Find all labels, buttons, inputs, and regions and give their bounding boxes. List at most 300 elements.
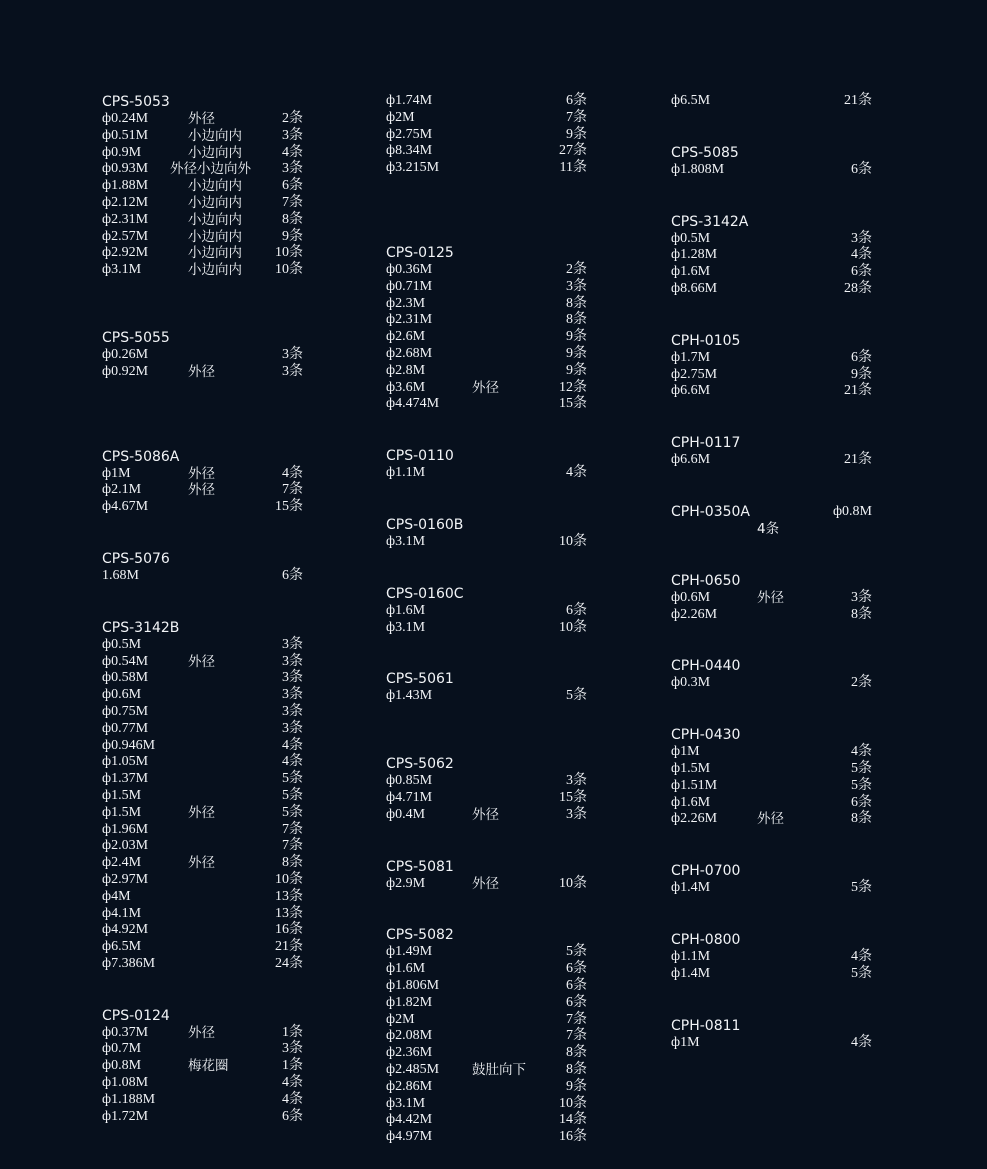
size-row (671, 247, 876, 264)
diameter-value: ф1.51M (671, 777, 718, 793)
size-row (386, 1062, 591, 1079)
size-row (671, 966, 876, 983)
diameter-value: ф4.92M (102, 922, 149, 938)
part-group (102, 93, 307, 279)
position-note: 外径小边向外 (170, 161, 251, 178)
diameter-value: ф2M (386, 1011, 415, 1027)
group-spacer (671, 400, 876, 434)
part-number-title (671, 931, 876, 949)
size-row (671, 231, 876, 248)
quantity-value: 28条 (844, 280, 872, 296)
part-group (671, 332, 876, 400)
quantity-value: 3条 (282, 127, 303, 143)
part-group (671, 726, 876, 828)
quantity-value: 10条 (559, 533, 587, 549)
quantity-value: 9条 (566, 1078, 587, 1094)
position-note: 小边向内 (188, 262, 242, 279)
part-number-label: CPH-0700 (671, 863, 741, 880)
diameter-value: ф1.5M (671, 760, 711, 776)
position-note: 小边向内 (188, 178, 242, 195)
quantity-value: 16条 (559, 1129, 587, 1145)
quantity-value: 4条 (282, 1091, 303, 1107)
diameter-value: ф1.806M (386, 977, 440, 993)
group-spacer (671, 897, 876, 931)
size-row (386, 773, 591, 790)
diameter-value: ф0.36M (386, 261, 433, 277)
part-group (386, 516, 591, 551)
size-row (386, 262, 591, 279)
diameter-value: ф2.12M (102, 194, 149, 210)
size-row (386, 620, 591, 637)
quantity-value: 3条 (566, 278, 587, 294)
position-note: 4条 (757, 520, 780, 537)
diameter-value: ф2.26M (671, 606, 718, 622)
quantity-value: 5条 (851, 965, 872, 981)
quantity-value: 10条 (559, 619, 587, 635)
part-number-title (102, 329, 307, 347)
diameter-value: ф0.8M (102, 1058, 142, 1074)
diameter-value: ф0.71M (386, 278, 433, 294)
quantity-value: 14条 (559, 1112, 587, 1128)
size-row (102, 771, 307, 788)
diameter-value: ф4.42M (386, 1112, 433, 1128)
size-row (386, 1096, 591, 1113)
diameter-value: ф4.474M (386, 396, 440, 412)
diameter-value: ф0.37M (102, 1024, 149, 1040)
quantity-value: 10条 (559, 875, 587, 891)
group-spacer (671, 828, 876, 862)
quantity-value: 4条 (282, 465, 303, 481)
part-number-title (671, 726, 876, 744)
part-number-title (386, 858, 591, 876)
part-number-label: CPH-0105 (671, 332, 741, 349)
size-row (386, 1112, 591, 1129)
group-spacer (671, 469, 876, 503)
diameter-value: ф1.7M (671, 349, 711, 365)
diameter-value: ф0.24M (102, 111, 149, 126)
diameter-value: ф1.5M (102, 787, 142, 803)
size-row (386, 961, 591, 978)
group-spacer (386, 551, 591, 585)
part-group (102, 550, 307, 585)
quantity-value: 9条 (566, 345, 587, 361)
size-row (386, 143, 591, 160)
diameter-value: ф2.36M (386, 1045, 433, 1061)
part-number-label: CPS-5053 (102, 94, 170, 110)
size-row (386, 127, 591, 144)
diameter-value: ф2.97M (102, 871, 149, 887)
size-row (102, 482, 307, 499)
size-row (102, 721, 307, 738)
quantity-value: 7条 (282, 482, 303, 498)
position-note: 外径 (188, 653, 215, 670)
diameter-value: ф2M (386, 109, 415, 125)
diameter-value: 1.68M (102, 567, 139, 583)
diameter-value: ф4.97M (386, 1129, 433, 1145)
group-spacer (671, 692, 876, 726)
quantity-value: 7条 (566, 1028, 587, 1044)
quantity-value: 8条 (566, 1061, 587, 1077)
size-row (102, 568, 307, 585)
part-number-title (102, 550, 307, 568)
diameter-value: ф2.86M (386, 1078, 433, 1094)
position-note: 外径 (757, 811, 784, 828)
quantity-value: 3条 (282, 703, 303, 719)
diameter-value: ф1.74M (386, 93, 433, 108)
diameter-value: ф1.5M (102, 804, 142, 820)
size-row (102, 704, 307, 721)
diameter-value: ф0.3M (671, 675, 711, 691)
size-row (102, 161, 307, 178)
quantity-value: 2条 (851, 675, 872, 691)
size-row (386, 807, 591, 824)
quantity-value: 5条 (851, 880, 872, 896)
size-row (386, 346, 591, 363)
quantity-value: 15条 (559, 789, 587, 805)
position-note: 小边向内 (188, 144, 242, 161)
size-row (102, 889, 307, 906)
quantity-value: 6条 (851, 264, 872, 280)
quantity-value: 7条 (566, 109, 587, 125)
diameter-value: ф8.34M (386, 143, 433, 159)
quantity-value: 6条 (566, 994, 587, 1010)
diameter-value: ф0.7M (102, 1041, 142, 1057)
quantity-value: 9条 (282, 228, 303, 244)
part-number-title (386, 447, 591, 465)
diameter-value: ф1.4M (671, 965, 711, 981)
part-number-label: CPH-0430 (671, 727, 741, 744)
quantity-value: 4条 (282, 737, 303, 753)
part-group (671, 213, 876, 298)
part-number-title (671, 503, 876, 521)
part-number-label: CPS-5076 (102, 550, 170, 567)
quantity-value: 3条 (282, 1041, 303, 1057)
diameter-value: ф2.1M (102, 482, 142, 498)
size-row (102, 637, 307, 654)
quantity-value: 3条 (566, 773, 587, 789)
size-row (102, 922, 307, 939)
position-note: 外径 (188, 804, 215, 821)
part-size-inline: ф0.8M (832, 503, 872, 519)
position-note: 小边向内 (188, 211, 242, 228)
diameter-value: ф1.6M (386, 602, 426, 618)
part-number-label: CPH-0440 (671, 658, 741, 675)
quantity-value: 21条 (844, 93, 872, 108)
size-row (102, 1075, 307, 1092)
part-number-title (102, 619, 307, 637)
part-number-label: CPS-0124 (102, 1007, 170, 1024)
diameter-value: ф0.6M (671, 589, 711, 605)
diameter-value: ф2.75M (671, 366, 718, 382)
quantity-value: 2条 (566, 261, 587, 277)
size-row (671, 590, 876, 607)
group-spacer (102, 585, 307, 619)
size-row (102, 111, 307, 128)
column-1 (102, 93, 307, 1125)
size-row (102, 687, 307, 704)
size-row (102, 838, 307, 855)
quantity-value: 27条 (559, 143, 587, 159)
part-number-label: CPS-5086A (102, 448, 180, 465)
quantity-value: 6条 (566, 977, 587, 993)
quantity-value: 5条 (851, 777, 872, 793)
part-number-title (102, 448, 307, 466)
size-row (102, 245, 307, 262)
diameter-value: ф0.946M (102, 737, 156, 753)
group-spacer (102, 381, 307, 448)
diameter-value: ф1M (671, 744, 700, 760)
position-note: 梅花圈 (188, 1058, 229, 1075)
diameter-value: ф1.1M (386, 465, 426, 481)
size-row (386, 160, 591, 177)
part-number-title (102, 93, 307, 111)
quantity-value: 21条 (844, 383, 872, 399)
diameter-value: ф4M (102, 888, 131, 904)
size-row (386, 465, 591, 482)
quantity-value: 5条 (566, 688, 587, 704)
diameter-value: ф6.6M (671, 452, 711, 468)
diameter-value: ф2.4M (102, 855, 142, 871)
part-number-label: CPS-3142A (671, 213, 749, 230)
part-group (671, 862, 876, 897)
diameter-value: ф1.28M (671, 247, 718, 263)
quantity-value: 4条 (851, 247, 872, 263)
part-group (671, 572, 876, 624)
diameter-value: ф4.1M (102, 905, 142, 921)
size-row (671, 795, 876, 812)
size-row (386, 944, 591, 961)
part-group (386, 926, 591, 1146)
size-row (102, 939, 307, 956)
diameter-value: ф0.58M (102, 670, 149, 686)
diameter-value: ф0.93M (102, 161, 149, 177)
quantity-value: 3条 (282, 720, 303, 736)
quantity-value: 9条 (566, 126, 587, 142)
size-row (386, 688, 591, 705)
quantity-value: 3条 (282, 687, 303, 703)
part-number-title (386, 670, 591, 688)
part-number-title (671, 213, 876, 231)
size-row (386, 279, 591, 296)
part-number-title (386, 755, 591, 773)
position-note: 外径 (188, 855, 215, 872)
group-spacer (386, 636, 591, 670)
quantity-value: 10条 (275, 245, 303, 261)
diameter-value: ф6.5M (102, 939, 142, 955)
quantity-value: 5条 (282, 804, 303, 820)
position-note: 小边向内 (188, 228, 242, 245)
part-number-label: CPH-0350A (671, 503, 751, 520)
size-row (671, 350, 876, 367)
size-row (386, 1012, 591, 1029)
size-row (386, 876, 591, 893)
diameter-value: ф7.386M (102, 955, 156, 971)
part-group (386, 447, 591, 482)
position-note: 外径 (757, 589, 784, 606)
size-row (102, 128, 307, 145)
quantity-value: 7条 (566, 1011, 587, 1027)
diameter-value: ф3.1M (386, 533, 426, 549)
size-row (102, 670, 307, 687)
quantity-value: 2条 (282, 111, 303, 126)
size-row (102, 499, 307, 516)
quantity-value: 12条 (559, 379, 587, 395)
diameter-value: ф6.5M (671, 93, 711, 108)
group-spacer (386, 177, 591, 244)
quantity-value: 3条 (851, 230, 872, 246)
diameter-value: ф1.188M (102, 1091, 156, 1107)
diameter-value: ф1.08M (102, 1075, 149, 1091)
size-row (102, 1058, 307, 1075)
position-note: 外径 (188, 1024, 215, 1041)
diameter-value: ф1.6M (671, 794, 711, 810)
quantity-value: 8条 (566, 1045, 587, 1061)
group-spacer (671, 110, 876, 144)
quantity-value: 4条 (851, 744, 872, 760)
quantity-value: 6条 (851, 161, 872, 177)
diameter-value: ф1.1M (671, 948, 711, 964)
group-spacer (671, 538, 876, 572)
diameter-value: ф2.485M (386, 1061, 440, 1077)
part-group (671, 931, 876, 983)
diameter-value: ф0.51M (102, 127, 149, 143)
quantity-value: 3条 (282, 670, 303, 686)
part-number-label: CPS-0125 (386, 244, 454, 261)
quantity-value: 4条 (282, 144, 303, 160)
quantity-value: 10条 (275, 262, 303, 278)
part-group (386, 93, 591, 177)
part-number-label: CPS-5055 (102, 329, 170, 346)
size-row (102, 364, 307, 381)
quantity-value: 7条 (282, 838, 303, 854)
size-row (671, 761, 876, 778)
quantity-value: 9条 (851, 366, 872, 382)
diameter-value: ф0.85M (386, 773, 433, 789)
quantity-value: 6条 (566, 961, 587, 977)
quantity-value: 15条 (275, 499, 303, 515)
part-number-label: CPS-5085 (671, 144, 739, 161)
quantity-value: 5条 (282, 771, 303, 787)
size-row (671, 367, 876, 384)
quantity-value: 3条 (566, 806, 587, 822)
diameter-value: ф1.82M (386, 994, 433, 1010)
size-row (671, 811, 876, 828)
part-number-label: CPS-5081 (386, 858, 454, 875)
size-row (102, 1092, 307, 1109)
size-row (102, 466, 307, 483)
size-row (671, 521, 876, 538)
diameter-value: ф0.54M (102, 653, 149, 669)
group-spacer (102, 516, 307, 550)
size-row (102, 822, 307, 839)
size-row (386, 363, 591, 380)
size-row (671, 949, 876, 966)
diameter-value: ф2.9M (386, 875, 426, 891)
diameter-value: ф1.4M (671, 880, 711, 896)
column-3 (671, 93, 876, 1051)
diameter-value: ф0.26M (102, 346, 149, 362)
position-note: 外径 (188, 465, 215, 482)
part-group (671, 144, 876, 179)
diameter-value: ф2.68M (386, 345, 433, 361)
quantity-value: 4条 (851, 948, 872, 964)
position-note: 鼓肚向下 (472, 1061, 526, 1078)
size-row (386, 995, 591, 1012)
part-number-label: CPH-0650 (671, 572, 741, 589)
size-row (386, 296, 591, 313)
quantity-value: 8条 (851, 811, 872, 827)
quantity-value: 4条 (851, 1034, 872, 1050)
diameter-value: ф2.57M (102, 228, 149, 244)
quantity-value: 11条 (559, 160, 587, 176)
position-note: 外径 (188, 363, 215, 380)
diameter-value: ф1.49M (386, 944, 433, 960)
quantity-value: 5条 (851, 760, 872, 776)
diameter-value: ф1.37M (102, 771, 149, 787)
quantity-value: 8条 (282, 855, 303, 871)
size-row (102, 956, 307, 973)
diameter-value: ф0.9M (102, 144, 142, 160)
size-row (386, 1079, 591, 1096)
size-row (386, 534, 591, 551)
part-group (671, 503, 876, 538)
position-note: 小边向内 (188, 194, 242, 211)
part-number-label: CPS-5062 (386, 756, 454, 773)
part-group (102, 329, 307, 381)
quantity-value: 15条 (559, 396, 587, 412)
diameter-value: ф1.43M (386, 688, 433, 704)
diameter-value: ф1.808M (671, 161, 725, 177)
size-row (671, 264, 876, 281)
group-spacer (386, 892, 591, 926)
diameter-value: ф0.5M (671, 230, 711, 246)
group-spacer (671, 298, 876, 332)
part-group (386, 670, 591, 705)
part-number-title (102, 1007, 307, 1025)
diameter-value: ф3.1M (102, 262, 142, 278)
group-spacer (386, 705, 591, 755)
quantity-value: 24条 (275, 955, 303, 971)
diameter-value: ф2.08M (386, 1028, 433, 1044)
diameter-value: ф2.6M (386, 329, 426, 345)
quantity-value: 4条 (282, 1075, 303, 1091)
size-row (102, 654, 307, 671)
size-row (102, 738, 307, 755)
quantity-value: 1条 (282, 1024, 303, 1040)
diameter-value: ф2.26M (671, 811, 718, 827)
quantity-value: 3条 (282, 653, 303, 669)
position-note: 外径 (188, 111, 215, 127)
size-row (102, 788, 307, 805)
size-row (671, 744, 876, 761)
diameter-value: ф2.3M (386, 295, 426, 311)
size-row (671, 1035, 876, 1052)
diameter-value: ф0.4M (386, 806, 426, 822)
size-row (386, 603, 591, 620)
quantity-value: 10条 (275, 871, 303, 887)
size-row (671, 607, 876, 624)
size-row (671, 93, 876, 110)
size-row (102, 1109, 307, 1126)
part-number-title (386, 244, 591, 262)
size-row (386, 1129, 591, 1146)
diameter-value: ф0.75M (102, 703, 149, 719)
part-number-title (671, 434, 876, 452)
diameter-value: ф1M (671, 1034, 700, 1050)
size-row (102, 754, 307, 771)
diameter-value: ф3.6M (386, 379, 426, 395)
size-row (671, 162, 876, 179)
